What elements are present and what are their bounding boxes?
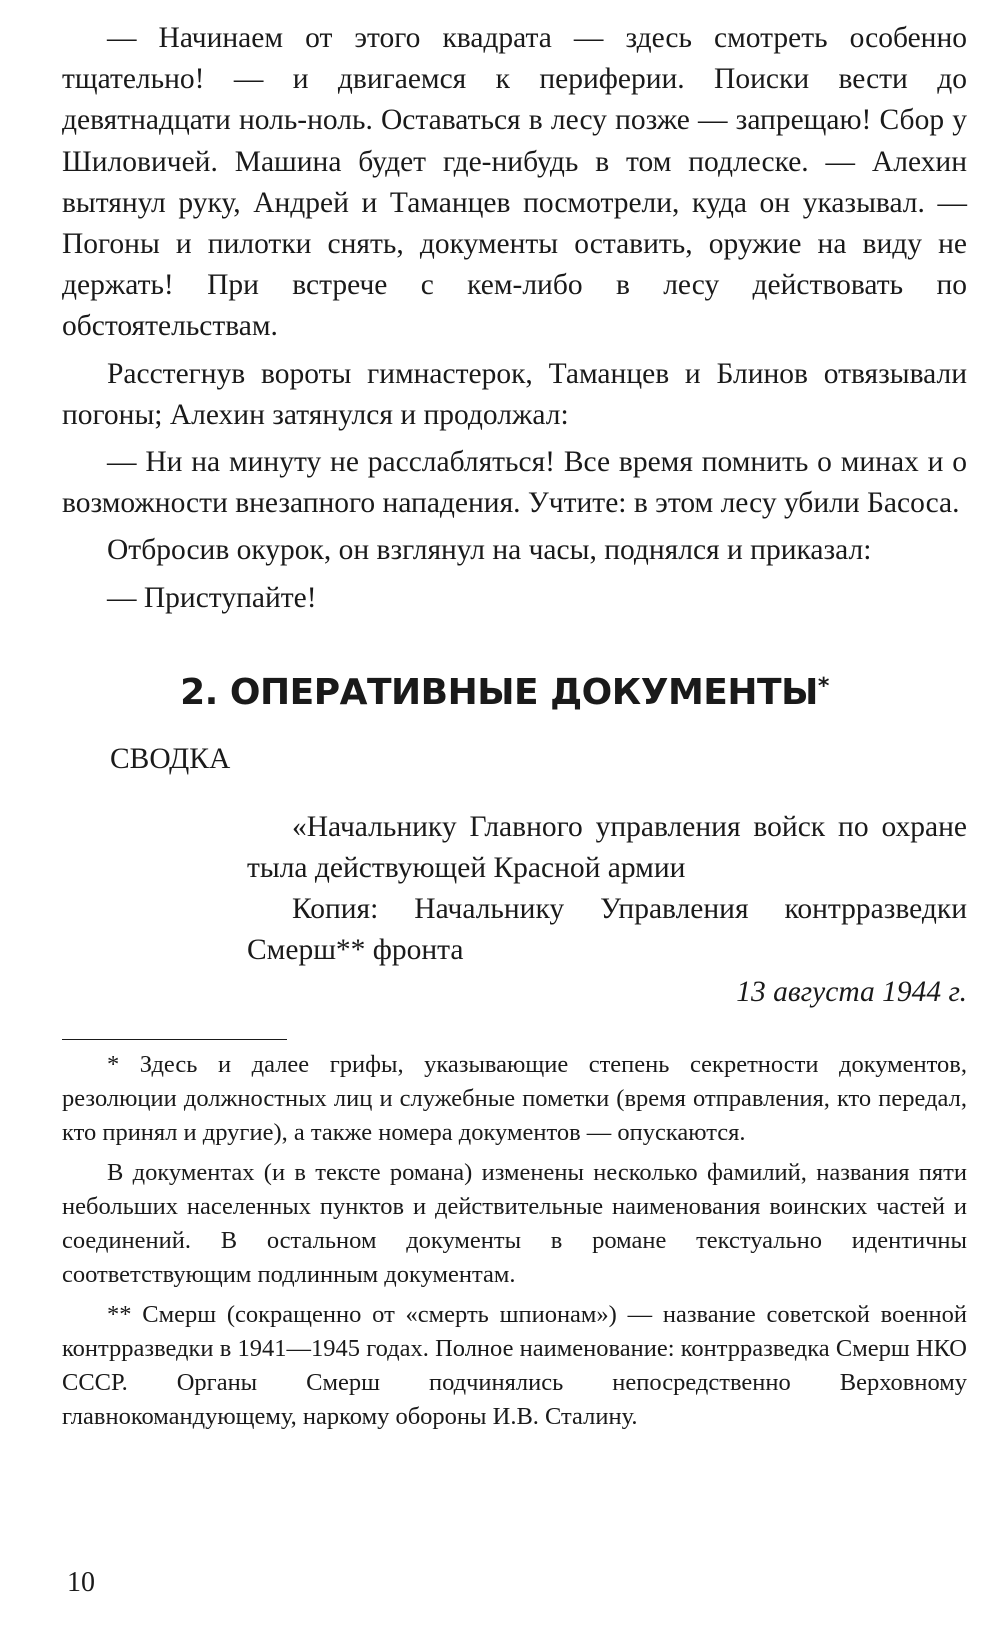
main-text <box>62 18 967 619</box>
document-type: СВОДКА <box>110 742 231 775</box>
footnotes <box>62 1048 967 1434</box>
document-date: 13 августа 1944 г. <box>736 975 967 1008</box>
chapter-title <box>62 669 967 717</box>
footnote-divider <box>62 1039 287 1040</box>
body-paragraph: — Начинаем от этого квадрата — здесь смотреть особенно тщательно! — и двигаемся к периферии. Поиски вести до девятнадцати ноль-ноль. Оставаться в лесу позже — запрещаю! Сбор у Шиловичей. Машина будет где-нибудь в том подлеске. — Алехин вытянул руку, Андрей и Таманцев посмотрели, куда он указывал. — Погоны и пилотки снять, документы оставить, оружие на виду не держать! При встрече с кем-либо в лесу действовать по обстоятельствам. <box>62 22 967 343</box>
footnote: * Здесь и далее грифы, указывающие степень секретности документов, резолюции должностных лиц и служебные пометки (время отправления, кто передал, кто принял и другие), а также номера документов — опускаются. <box>62 1050 967 1146</box>
document-addressee <box>247 807 967 971</box>
addressee-line: «Начальнику Главного управления войск по охране тыла действующей Красной армии <box>247 810 967 884</box>
chapter-title-text: 2. ОПЕРАТИВНЫЕ ДОКУМЕНТЫ <box>180 671 818 713</box>
chapter-footnote-mark: * <box>817 673 829 699</box>
footnote: ** Смерш (сокращенно от «смерть шпионам») — название советской военной контрразведки в 1941—1945 годах. Полное наименование: контрразведка Смерш НКО СССР. Органы Смерш подчинялись непосредственно Верховному главнокомандующему, наркому обороны И.В. Сталину. <box>62 1300 967 1430</box>
body-paragraph: — Ни на минуту не расслабляться! Все время помнить о минах и о возможности внезапного нападения. Учтите: в этом лесу убили Басоса. <box>62 446 967 520</box>
body-paragraph: Отбросив окурок, он взглянул на часы, поднялся и приказал: <box>107 534 872 567</box>
book-page <box>62 18 967 1434</box>
addressee-line: Копия: Начальнику Управления контрразведки Смерш** фронта <box>247 892 967 966</box>
body-paragraph: — Приступайте! <box>107 581 317 614</box>
body-paragraph: Расстегнув вороты гимнастерок, Таманцев и Блинов отвязывали погоны; Алехин затянулся и продолжал: <box>62 357 967 431</box>
footnote: В документах (и в тексте романа) изменены несколько фамилий, названия пяти небольших населенных пунктов и действительные наименования воинских частей и соединений. В остальном документы в романе текстуально идентичны соответствующим подлинным документам. <box>62 1158 967 1288</box>
page-number: 10 <box>67 1567 95 1598</box>
